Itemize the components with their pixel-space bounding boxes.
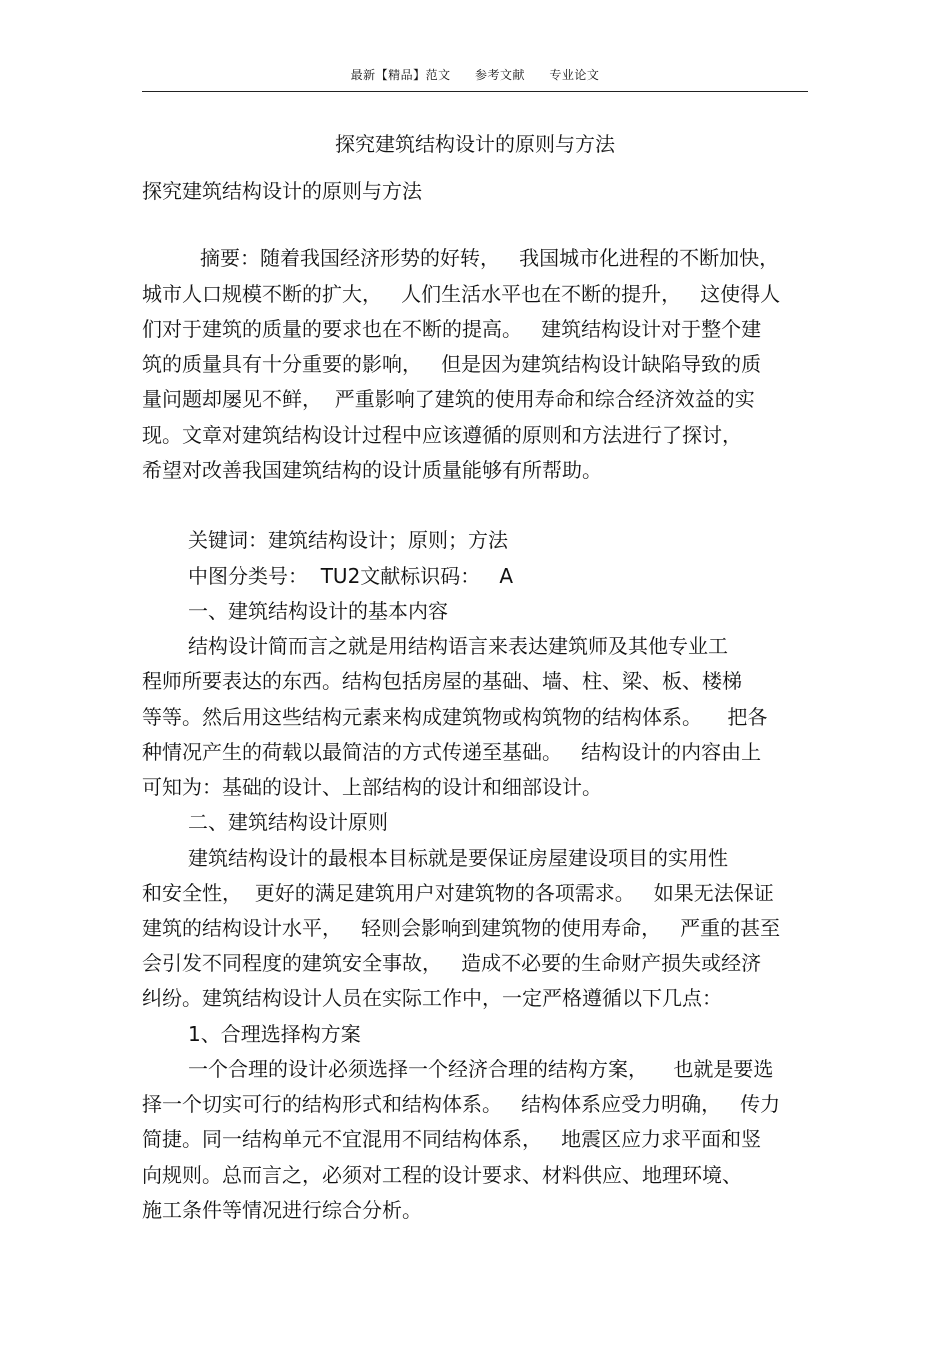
body-line: 和安全性， 更好的满足建筑用户对建筑物的各项需求。 如果无法保证: [142, 881, 774, 905]
header-item-cankao: 参考文献: [474, 68, 525, 82]
document-title: 探究建筑结构设计的原则与方法: [335, 132, 615, 156]
body-line: 等等。然后用这些结构元素来构成建筑物或构筑物的结构体系。 把各: [142, 705, 768, 729]
body-line: 可知为：基础的设计、上部结构的设计和细部设计。: [142, 775, 602, 799]
section-heading-1: 一、建筑结构设计的基本内容: [188, 599, 448, 623]
body-line: 会引发不同程度的建筑安全事故， 造成不必要的生命财产损失或经济: [142, 951, 762, 975]
subsection-heading-1: 1、合理选择构方案: [188, 1022, 361, 1046]
body-line: 一个合理的设计必须选择一个经济合理的结构方案， 也就是要选: [188, 1057, 774, 1081]
keywords-line: 关键词：建筑结构设计；原则；方法: [188, 528, 508, 552]
abstract-line: 现。文章对建筑结构设计过程中应该遵循的原则和方法进行了探讨，: [142, 423, 742, 447]
body-line: 纠纷。建筑结构设计人员在实际工作中，一定严格遵循以下几点：: [142, 986, 722, 1010]
abstract-line: 城市人口规模不断的扩大， 人们生活水平也在不断的提升， 这使得人: [142, 282, 781, 306]
header-item-fanwen: 最新【精品】范文: [350, 68, 451, 82]
body-line: 程师所要表达的东西。结构包括房屋的基础、墙、柱、梁、板、楼梯: [142, 669, 742, 693]
document-subtitle: 探究建筑结构设计的原则与方法: [142, 179, 422, 203]
page-header: [142, 66, 808, 83]
header-divider: [142, 91, 808, 92]
header-item-lunwen: 专业论文: [549, 68, 600, 82]
section-heading-2: 二、建筑结构设计原则: [188, 810, 388, 834]
abstract-line: 筑的质量具有十分重要的影响， 但是因为建筑结构设计缺陷导致的质: [142, 352, 762, 376]
body-line: 建筑的结构设计水平， 轻则会影响到建筑物的使用寿命， 严重的甚至: [142, 916, 781, 940]
body-line: 择一个切实可行的结构形式和结构体系。 结构体系应受力明确， 传力: [142, 1092, 781, 1116]
body-line: 向规则。总而言之，必须对工程的设计要求、材料供应、地理环境、: [142, 1163, 742, 1187]
classification-line: 中图分类号： TU2文献标识码： A: [188, 564, 514, 588]
abstract-line: 摘要：随着我国经济形势的好转， 我国城市化进程的不断加快，: [200, 246, 780, 270]
body-line: 施工条件等情况进行综合分析。: [142, 1198, 422, 1222]
body-line: 种情况产生的荷载以最简洁的方式传递至基础。 结构设计的内容由上: [142, 740, 762, 764]
abstract-line: 量问题却屡见不鲜， 严重影响了建筑的使用寿命和综合经济效益的实: [142, 387, 755, 411]
body-line: 简捷。同一结构单元不宜混用不同结构体系， 地震区应力求平面和竖: [142, 1127, 762, 1151]
body-line: 建筑结构设计的最根本目标就是要保证房屋建设项目的实用性: [188, 846, 728, 870]
body-line: 结构设计简而言之就是用结构语言来表达建筑师及其他专业工: [188, 634, 728, 658]
abstract-line: 们对于建筑的质量的要求也在不断的提高。 建筑结构设计对于整个建: [142, 317, 762, 341]
abstract-line: 希望对改善我国建筑结构的设计质量能够有所帮助。: [142, 458, 602, 482]
